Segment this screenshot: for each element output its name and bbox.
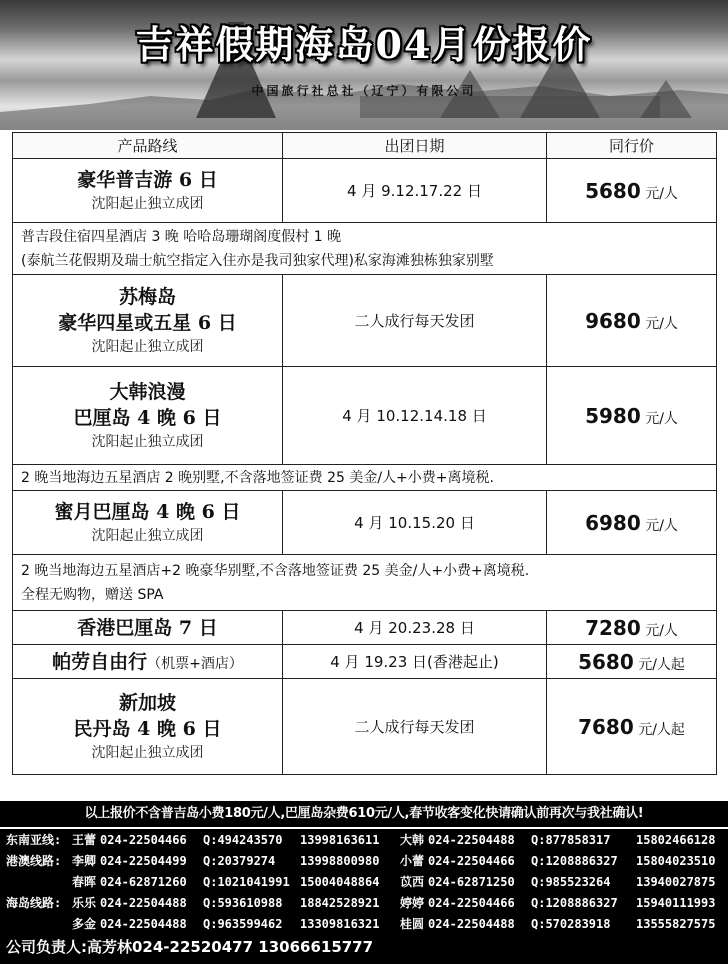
contact-qq: Q:877858317 [531, 833, 611, 847]
route-departure: 沈阳起止独立成团 [91, 195, 204, 212]
price-unit: 元/人 [645, 622, 678, 639]
contact-row [0, 894, 728, 913]
table-header-row [13, 133, 717, 159]
contact-mobile: 13940027875 [636, 875, 716, 889]
contact-phone: 024-62871250 [428, 875, 515, 889]
notice-bar: 以上报价不含普吉岛小费180元/人,巴厘岛杂费610元/人,春节收客变化快请确认前再次与我社确认! [0, 801, 728, 827]
header-banner [0, 0, 728, 130]
price-cell [547, 645, 717, 679]
departure-dates: 4 月 10.15.20 日 [283, 491, 547, 555]
price-unit: 元/人 [645, 517, 678, 534]
company-manager: 公司负责人:高芳林024-22520477 13066615777 [6, 938, 374, 956]
contact-name: 大韩 [400, 833, 425, 847]
column-header-price: 同行价 [547, 133, 717, 159]
route-name: 苏梅岛 [118, 285, 176, 308]
price-table [12, 132, 717, 775]
route-cell [13, 275, 283, 367]
contact-qq: Q:963599462 [203, 917, 283, 931]
note-line: 全程无购物，赠送 SPA [21, 586, 164, 603]
departure-dates: 4 月 10.12.14.18 日 [283, 367, 547, 465]
note-cell [13, 465, 717, 491]
route-name: 豪华四星或五星 6 日 [58, 311, 237, 334]
price-cell [547, 491, 717, 555]
route-cell [13, 611, 283, 645]
price-value: 7680 [578, 714, 634, 739]
route-name: 蜜月巴厘岛 4 晚 6 日 [54, 500, 241, 523]
contact-qq: Q:1208886327 [531, 896, 618, 910]
note-row [13, 465, 717, 491]
contact-row [0, 852, 728, 871]
contact-phone: 024-22504488 [100, 917, 187, 931]
contact-name: 婷婷 [400, 896, 425, 910]
departure-dates: 4 月 20.23.28 日 [283, 611, 547, 645]
departure-dates: 4 月 9.12.17.22 日 [283, 159, 547, 223]
contact-phone: 024-22504466 [100, 833, 187, 847]
table-row [13, 367, 717, 465]
table-row [13, 275, 717, 367]
route-name: 新加坡 [118, 691, 176, 714]
contact-qq: Q:570283918 [531, 917, 611, 931]
contact-mobile: 13998800980 [300, 854, 380, 868]
price-value: 9680 [585, 308, 641, 333]
contact-mobile: 13555827575 [636, 917, 716, 931]
contact-phone: 024-62871260 [100, 875, 187, 889]
note-line: 2 晚当地海边五星酒店+2 晚豪华别墅,不含落地签证费 25 美金/人+小费+离境税. [21, 562, 530, 579]
route-departure: 沈阳起止独立成团 [91, 527, 204, 544]
price-value: 6980 [585, 510, 641, 535]
note-line: (泰航兰花假期及瑞士航空指定入住亦是我司独家代理)私家海滩独栋独家别墅 [21, 252, 494, 269]
contact-name: 王蕾 [72, 833, 97, 847]
price-cell [547, 611, 717, 645]
price-cell [547, 275, 717, 367]
price-cell [547, 159, 717, 223]
route-name: 帕劳自由行 [52, 650, 148, 673]
departure-dates: 二人成行每天发团 [283, 275, 547, 367]
contact-phone: 024-22504488 [428, 917, 515, 931]
contact-qq: Q:494243570 [203, 833, 283, 847]
route-cell [13, 491, 283, 555]
price-unit: 元/人 [645, 185, 678, 202]
note-row [13, 555, 717, 611]
route-departure: 沈阳起止独立成团 [91, 338, 204, 355]
contact-mobile: 15940111993 [636, 896, 716, 910]
contact-phone: 024-22504466 [428, 896, 515, 910]
contact-qq: Q:1208886327 [531, 854, 618, 868]
contact-qq: Q:20379274 [203, 854, 276, 868]
route-cell [13, 367, 283, 465]
price-cell [547, 679, 717, 775]
price-unit: 元/人 [645, 315, 678, 332]
route-name: 大韩浪漫 [109, 380, 186, 403]
contact-row [0, 831, 728, 850]
note-cell [13, 555, 717, 611]
contact-mobile: 13309816321 [300, 917, 380, 931]
price-cell [547, 367, 717, 465]
column-header-date: 出团日期 [283, 133, 547, 159]
table-row [13, 491, 717, 555]
page-title: 吉祥假期海岛04月份报价 [135, 22, 593, 67]
departure-dates: 4 月 19.23 日(香港起止) [283, 645, 547, 679]
price-value: 5980 [585, 403, 641, 428]
note-row [13, 223, 717, 275]
contact-group: 港澳线路: [6, 854, 62, 868]
price-unit: 元/人 [645, 410, 678, 427]
contact-phone: 024-22504499 [100, 854, 187, 868]
price-value: 7280 [585, 615, 641, 640]
contact-name: 春晖 [72, 875, 97, 889]
contact-name: 多金 [72, 917, 97, 931]
route-name-suffix: （机票+酒店） [147, 655, 243, 672]
agency-name: 中国旅行社总社（辽宁）有限公司 [251, 84, 477, 98]
contact-mobile: 18842528921 [300, 896, 380, 910]
price-unit: 元/人起 [638, 656, 685, 673]
contact-name: 桂圆 [400, 917, 425, 931]
column-header-route: 产品路线 [13, 133, 283, 159]
contact-row [0, 915, 728, 934]
note-cell [13, 223, 717, 275]
price-unit: 元/人起 [638, 721, 685, 738]
table-row [13, 159, 717, 223]
contact-name: 苡西 [400, 875, 425, 889]
route-cell [13, 679, 283, 775]
contacts-panel [0, 829, 728, 964]
route-name: 巴厘岛 4 晚 6 日 [73, 406, 222, 429]
route-cell [13, 159, 283, 223]
contact-mobile: 15802466128 [636, 833, 716, 847]
table-row [13, 611, 717, 645]
table-row [13, 645, 717, 679]
route-departure: 沈阳起止独立成团 [91, 744, 204, 761]
contact-qq: Q:985523264 [531, 875, 611, 889]
route-name: 香港巴厘岛 7 日 [77, 616, 218, 639]
contact-phone: 024-22504466 [428, 854, 515, 868]
contact-row [0, 873, 728, 892]
contact-phone: 024-22504488 [100, 896, 187, 910]
note-line: 普吉段住宿四星酒店 3 晚 哈哈岛珊瑚阁度假村 1 晚 [21, 228, 342, 245]
contact-qq: Q:593610988 [203, 896, 283, 910]
contact-group: 东南亚线: [6, 833, 62, 847]
table-row [13, 679, 717, 775]
route-name: 豪华普吉游 6 日 [77, 168, 218, 191]
contact-phone: 024-22504488 [428, 833, 515, 847]
price-value: 5680 [585, 178, 641, 203]
route-cell [13, 645, 283, 679]
contact-qq: Q:1021041991 [203, 875, 290, 889]
contact-group: 海岛线路: [6, 896, 62, 910]
price-value: 5680 [578, 649, 634, 674]
route-departure: 沈阳起止独立成团 [91, 433, 204, 450]
contact-name: 小蕾 [400, 854, 425, 868]
departure-dates: 二人成行每天发团 [283, 679, 547, 775]
route-name: 民丹岛 4 晚 6 日 [73, 717, 222, 740]
note-line: 2 晚当地海边五星酒店 2 晚别墅,不含落地签证费 25 美金/人+小费+离境税. [21, 469, 494, 486]
contact-mobile: 15804023510 [636, 854, 716, 868]
contact-name: 乐乐 [72, 896, 97, 910]
contact-mobile: 13998163611 [300, 833, 380, 847]
contact-name: 李卿 [72, 854, 97, 868]
contact-mobile: 15004048864 [300, 875, 380, 889]
